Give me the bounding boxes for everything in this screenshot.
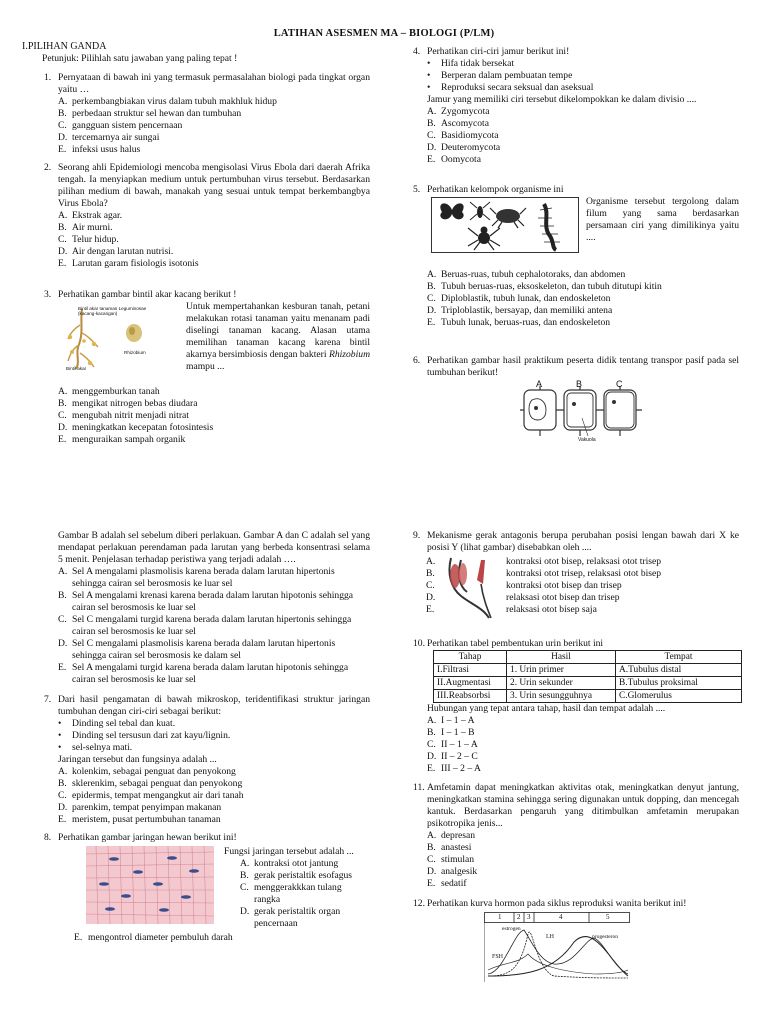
option-letter: C. <box>427 130 436 141</box>
option-item[interactable] <box>58 120 370 132</box>
options-list <box>58 386 370 446</box>
question-9 <box>413 530 739 554</box>
phase-label: 1 <box>498 913 502 921</box>
option-letter: A. <box>427 106 437 117</box>
bullet-icon: • <box>58 718 62 729</box>
option-text: Zygomycota <box>441 106 490 117</box>
table-row <box>434 690 742 703</box>
option-letter: E. <box>58 434 67 445</box>
option-item[interactable] <box>427 739 739 751</box>
option-letter: C. <box>427 739 436 750</box>
option-letter: D. <box>427 866 437 877</box>
option-item[interactable] <box>58 398 370 410</box>
option-text: II – 2 – C <box>441 751 478 762</box>
option-item[interactable] <box>427 830 739 842</box>
curve-label: FSH <box>492 954 504 960</box>
option-item[interactable] <box>240 870 370 882</box>
phase-label: 2 <box>517 913 521 921</box>
spider-icon <box>468 227 500 251</box>
option-text: Telur hidup. <box>72 234 119 245</box>
question-stem: Jaringan tersebut dan fungsinya adalah ... <box>58 754 217 765</box>
question-5-context: Organisme tersebut tergolong dalam filum yang sama berdasarkan persamaan ciri yang dimilikinya yaitu .... <box>586 196 739 243</box>
option-text[interactable]: relaksasi otot bisep saja <box>506 604 597 615</box>
plant-cells-image <box>516 378 646 444</box>
option-letter: B. <box>240 870 249 881</box>
option-text[interactable]: kontraksi otot bisep, relaksasi otot trisep <box>506 556 662 567</box>
option-letter: B. <box>58 108 67 119</box>
option-text: sedatif <box>441 878 467 889</box>
table-cell: III.Reabsorbsi <box>434 690 507 703</box>
question-11 <box>413 782 739 890</box>
option-item[interactable] <box>427 269 739 281</box>
option-letter: D. <box>427 305 437 316</box>
question-2 <box>44 162 370 270</box>
table-cell: A.Tubulus distal <box>616 664 742 677</box>
option-text: mengontrol diameter pembuluh darah <box>88 932 233 943</box>
option-text: anastesi <box>441 842 472 853</box>
table-header: Tahap <box>434 651 507 664</box>
option-text: parenkim, tempat penyimpan makanan <box>72 802 222 813</box>
option-text: mengikat nitrogen bebas diudara <box>72 398 198 409</box>
bullet-list <box>58 718 370 754</box>
option-text[interactable]: kontraksi otot trisep, relaksasi otot bisep <box>506 568 662 579</box>
option-item[interactable] <box>427 878 739 890</box>
question-number: 1. <box>44 72 52 83</box>
muscle-tissue-image <box>86 846 214 924</box>
option-text: infeksi usus halus <box>72 144 141 155</box>
question-number: 8. <box>44 832 52 843</box>
option-item[interactable] <box>58 222 370 234</box>
option-text: Tubuh lunak, beruas-ruas, dan endoskeleton <box>441 317 611 328</box>
option-item[interactable] <box>58 766 370 778</box>
option-letter: B. <box>427 118 436 129</box>
option-item[interactable] <box>58 96 370 108</box>
option-item[interactable] <box>58 422 370 434</box>
context-text: mampu ... <box>186 361 225 372</box>
phase-label: 5 <box>606 913 610 921</box>
bullet-text: sel-selnya mati. <box>72 742 133 753</box>
option-item[interactable] <box>427 727 739 739</box>
option-letter: D. <box>58 246 68 257</box>
question-text: Perhatikan gambar hasil praktikum peserta didik tentang transpor pasif pada sel tumbuhan berikut! <box>427 355 739 378</box>
table-header: Tempat <box>616 651 742 664</box>
option-item[interactable] <box>427 154 739 166</box>
option-letter: C. <box>58 120 67 131</box>
option-letter: A. <box>58 210 68 221</box>
option-letter: C. <box>58 234 67 245</box>
option-text: Tubuh beruas-ruas, eksoskeleton, dan tubuh ditutupi kitin <box>441 281 662 292</box>
question-stem: Hubungan yang tepat antara tahap, hasil dan tempat adalah .... <box>427 703 666 714</box>
table-cell: B.Tubulus proksimal <box>616 677 742 690</box>
option-letter: E. <box>427 317 436 328</box>
option-letter: D. <box>58 132 68 143</box>
option-text: menggerakkkan tulang rangka <box>254 882 342 905</box>
bullet-item <box>427 82 739 94</box>
option-item[interactable] <box>58 246 370 258</box>
question-number: 6. <box>413 355 421 366</box>
question-3-context <box>186 301 370 373</box>
table-cell: C.Glomerulus <box>616 690 742 703</box>
option-text: Sel C mengalami turgid karena berada dalam larutan hipertonis sehingga cairan sel berosmosis ke luar sel <box>72 614 352 637</box>
option-item[interactable] <box>427 293 739 305</box>
option-letter: C. <box>427 293 436 304</box>
option-letter[interactable]: E. <box>426 604 435 615</box>
image-caption: Rhizobium <box>124 350 146 355</box>
option-letter: A. <box>427 715 437 726</box>
bullet-icon: • <box>427 82 431 93</box>
urin-table <box>433 650 742 703</box>
option-letter: A. <box>58 766 68 777</box>
option-item[interactable] <box>58 132 370 144</box>
option-item[interactable] <box>58 790 370 802</box>
option-text: Ascomycota <box>441 118 489 129</box>
option-text: Air dengan larutan nutrisi. <box>72 246 174 257</box>
option-item[interactable] <box>58 108 370 120</box>
bullet-icon: • <box>427 70 431 81</box>
option-letter: E. <box>74 932 83 943</box>
question-text: Perhatikan gambar jaringan hewan berikut ini! <box>58 832 237 843</box>
option-text: stimulan <box>441 854 475 865</box>
bullet-item <box>58 718 370 730</box>
question-number: 11. <box>413 782 425 793</box>
option-item[interactable] <box>427 118 739 130</box>
table-row <box>434 677 742 690</box>
question-number: 7. <box>44 694 52 705</box>
section-heading: I.PILIHAN GANDA <box>22 41 107 52</box>
option-text: gerak peristaltik organ pencernaan <box>254 906 341 929</box>
option-letter: D. <box>58 638 68 649</box>
bullet-item <box>58 742 370 754</box>
option-text: Deuteromycota <box>441 142 501 153</box>
phase-label: 4 <box>559 913 563 921</box>
option-letter: D. <box>58 422 68 433</box>
page-title: LATIHAN ASESMEN MA – BIOLOGI (P/LM) <box>273 28 495 39</box>
option-item[interactable] <box>427 305 739 317</box>
option-item[interactable] <box>58 386 370 398</box>
option-item[interactable] <box>427 866 739 878</box>
option-text: sklerenkim, sebagai penguat dan penyokong <box>72 778 243 789</box>
hormone-curve-image <box>484 912 630 982</box>
question-number: 2. <box>44 162 52 173</box>
question-number: 9. <box>413 530 421 541</box>
option-text: tercemarnya air sungai <box>72 132 160 143</box>
table-cell: II.Augmentasi <box>434 677 507 690</box>
curve-label: estrogen <box>502 926 521 932</box>
question-10-options <box>413 703 739 775</box>
options-list <box>427 715 739 775</box>
option-letter: C. <box>58 614 67 625</box>
option-text: analgesik <box>441 866 478 877</box>
context-text: Untuk mempertahankan kesburan tanah, petani melakukan rotasi tanaman yaitu menanam padi diselingi tanaman kacang. Alasan utama memilihan tanaman kacang karena bintil akarnya bersimbiosis dengan bakteri <box>186 301 370 360</box>
option-letter: E. <box>427 154 436 165</box>
option-letter: B. <box>427 281 436 292</box>
cell-label-a: A <box>536 379 543 389</box>
option-letter: A. <box>427 830 437 841</box>
option-letter: B. <box>58 590 67 601</box>
option-item[interactable] <box>58 434 370 446</box>
question-text: Pernyataan di bawah ini yang termasuk permasalahan biologi pada tingkat organ yaitu … <box>58 72 370 95</box>
image-caption: Bintil akar <box>66 366 87 371</box>
question-3 <box>44 289 370 301</box>
option-letter[interactable]: D. <box>426 592 436 603</box>
option-item[interactable] <box>427 842 739 854</box>
options-letters <box>426 556 506 616</box>
option-item[interactable] <box>58 410 370 422</box>
question-12 <box>413 898 739 910</box>
table-cell: 3. Urin sesungguhnya <box>507 690 616 703</box>
table-cell: I.Filtrasi <box>434 664 507 677</box>
question-5 <box>413 184 739 196</box>
option-letter: B. <box>427 842 436 853</box>
option-letter: A. <box>240 858 250 869</box>
option-text: menggemburkan tanah <box>72 386 160 397</box>
option-item[interactable] <box>427 106 739 118</box>
curve-label: progesteron <box>592 934 618 940</box>
option-letter: E. <box>427 763 436 774</box>
table-header: Hasil <box>507 651 616 664</box>
option-text: menguraikan sampah organik <box>72 434 186 445</box>
option-letter: C. <box>58 410 67 421</box>
option-item[interactable] <box>240 882 370 906</box>
options-list <box>427 830 739 890</box>
image-caption: Bintil akar tanaman Leguminosae (kacang-kacangan) <box>78 306 147 316</box>
option-text: Air murni. <box>72 222 113 233</box>
option-text: gangguan sistem pencernaan <box>72 120 183 131</box>
bullet-item <box>58 730 370 742</box>
vakuola-label: Vakuola <box>578 437 596 443</box>
instruction: Petunjuk: Pilihlah satu jawaban yang paling tepat ! <box>42 53 238 64</box>
option-item[interactable] <box>427 130 739 142</box>
option-letter: B. <box>58 398 67 409</box>
crab-icon <box>490 208 526 228</box>
question-text: Perhatikan tabel pembentukan urin berikut ini <box>427 638 604 649</box>
option-letter: B. <box>58 222 67 233</box>
option-letter: D. <box>240 906 250 917</box>
option-text[interactable]: kontraksi otot bisep dan trisep <box>506 580 622 591</box>
option-item[interactable] <box>58 814 370 826</box>
bullet-text: Hifa tidak bersekat <box>441 58 514 69</box>
question-4 <box>413 46 739 166</box>
cell-label-c: C <box>616 379 623 389</box>
options-texts <box>506 556 739 616</box>
option-item[interactable] <box>58 802 370 814</box>
option-text: Sel A mengalami krenasi karena berada dalam larutan hipotonis sehingga cairan sel berosmosis ke luar sel <box>72 590 354 613</box>
question-text: Perhatikan kelompok organisme ini <box>427 184 564 195</box>
centipede-icon <box>538 204 560 250</box>
butterfly-icon <box>440 203 463 219</box>
option-item[interactable] <box>427 854 739 866</box>
cell-label-b: B <box>576 379 583 389</box>
option-text: Oomycota <box>441 154 481 165</box>
phase-label: 3 <box>527 913 531 921</box>
option-text: kolenkim, sebagai penguat dan penyokong <box>72 766 236 777</box>
table-cell: 1. Urin primer <box>507 664 616 677</box>
bullet-text: Dinding sel tebal dan kuat. <box>72 718 176 729</box>
option-letter: B. <box>58 778 67 789</box>
question-stem: Jamur yang memiliki ciri tersebut dikelompokkan ke dalam divisio .... <box>427 94 697 105</box>
option-text: Sel C mengalami plasmolisis karena berada dalam larutan hipertonis sehingga cairan sel berosmosis ke dalam sel <box>72 638 336 661</box>
option-text: II – 1 – A <box>441 739 478 750</box>
option-item[interactable] <box>58 590 370 614</box>
bullet-list <box>427 58 739 94</box>
bullet-item <box>427 58 739 70</box>
question-stem: Fungsi jaringan tersebut adalah ... <box>224 846 354 857</box>
question-number: 10. <box>413 638 425 649</box>
option-letter[interactable]: C. <box>426 580 435 591</box>
option-letter: C. <box>240 882 249 893</box>
table-cell: 2. Urin sekunder <box>507 677 616 690</box>
option-text: meningkatkan kecepatan fotosintesis <box>72 422 214 433</box>
option-item[interactable] <box>427 751 739 763</box>
question-6 <box>413 355 739 379</box>
option-text: Ekstrak agar. <box>72 210 123 221</box>
bullet-text: Dinding sel tersusun dari zat kayu/lignin. <box>72 730 231 741</box>
option-letter: D. <box>427 751 437 762</box>
option-letter: E. <box>58 258 67 269</box>
option-item[interactable] <box>58 638 370 662</box>
option-letter: C. <box>427 854 436 865</box>
option-text: epidermis, tempat mengangkut air dari tanah <box>72 790 244 801</box>
option-letter: D. <box>58 802 68 813</box>
question-5-options <box>413 269 739 329</box>
option-item[interactable] <box>58 210 370 222</box>
question-1 <box>44 72 370 156</box>
option-text: perbedaan struktur sel hewan dan tumbuhan <box>72 108 242 119</box>
option-text: Larutan garam fisiologis isotonis <box>72 258 199 269</box>
option-text: kontraksi otot jantung <box>254 858 339 869</box>
options-list <box>427 106 739 166</box>
option-item[interactable] <box>427 715 739 727</box>
question-8-options <box>224 846 370 930</box>
option-letter: E. <box>58 662 67 673</box>
option-item[interactable] <box>58 234 370 246</box>
option-text: perkembangbiakan virus dalam tubuh makhluk hidup <box>72 96 277 107</box>
option-text: I – 1 – B <box>441 727 475 738</box>
option-item[interactable] <box>427 142 739 154</box>
options-list <box>58 766 370 826</box>
question-text: Amfetamin dapat meningkatkan aktivitas otak, meningkatkan denyut jantung, meningkatkan stamina sehingga sering digunakan untuk dopping, dan mencegah kantuk. Berdasarkan pengaruh yang ditimbulkan amfetamin merupakan psikotropika jenis... <box>427 782 739 829</box>
question-number: 4. <box>413 46 421 57</box>
question-number: 3. <box>44 289 52 300</box>
question-text: Perhatikan gambar bintil akar kacang berikut ! <box>58 289 237 300</box>
table-row <box>434 664 742 677</box>
option-letter[interactable]: A. <box>426 556 436 567</box>
bullet-icon: • <box>427 58 431 69</box>
option-letter: A. <box>58 96 68 107</box>
question-3-options <box>44 386 370 446</box>
option-letter: A. <box>58 386 68 397</box>
option-letter: E. <box>58 144 67 155</box>
question-6-continued <box>44 530 370 686</box>
question-8 <box>44 832 370 844</box>
option-item[interactable] <box>240 858 370 870</box>
option-item[interactable] <box>427 317 739 329</box>
options-list <box>58 96 370 156</box>
question-text: Perhatikan kurva hormon pada siklus reproduksi wanita berikut ini! <box>427 898 687 909</box>
question-10 <box>413 638 739 650</box>
option-letter: E. <box>427 878 436 889</box>
option-item[interactable] <box>58 258 370 270</box>
question-text: Mekanisme gerak antagonis berupa perubahan posisi lengan bawah dari X ke posisi Y (lihat gambar) disebabkan oleh .... <box>427 530 739 553</box>
option-letter: C. <box>58 790 67 801</box>
option-item[interactable] <box>58 778 370 790</box>
context-italic: Rhizobium <box>328 349 370 360</box>
option-item[interactable] <box>240 906 370 930</box>
option-text: Triploblastik, bersayap, dan memiliki antena <box>441 305 613 316</box>
question-text: Dari hasil pengamatan di bawah mikroskop, teridentifikasi struktur jaringan tumbuhan dengan ciri-ciri sebagai berikut: <box>58 694 370 717</box>
options-list <box>58 210 370 270</box>
curve-label: LH <box>546 934 554 940</box>
bullet-icon: • <box>58 742 62 753</box>
question-7 <box>44 694 370 826</box>
option-text: I – 1 – A <box>441 715 475 726</box>
option-letter: D. <box>427 142 437 153</box>
option-letter[interactable]: B. <box>426 568 435 579</box>
option-text: Basidiomycota <box>441 130 499 141</box>
organisms-image <box>431 197 579 253</box>
bullet-icon: • <box>58 730 62 741</box>
option-text: III – 2 – A <box>441 763 481 774</box>
option-item[interactable] <box>58 614 370 638</box>
question-number: 5. <box>413 184 421 195</box>
bullet-item <box>427 70 739 82</box>
question-text: Perhatikan ciri-ciri jamur berikut ini! <box>427 46 570 57</box>
option-text: Diploblastik, tubuh lunak, dan endoskeleton <box>441 293 611 304</box>
options-list <box>58 566 370 686</box>
option-item[interactable] <box>58 662 370 686</box>
root-nodule-image <box>64 303 154 373</box>
option-letter: E. <box>58 814 67 825</box>
options-list <box>240 858 370 930</box>
question-number: 12. <box>413 898 425 909</box>
bullet-text: Berperan dalam pembuatan tempe <box>441 70 573 81</box>
option-text: depresan <box>441 830 476 841</box>
options-list <box>427 269 739 329</box>
option-item[interactable] <box>427 281 739 293</box>
question-text: Seorang ahli Epidemiologi mencoba mengisolasi Virus Ebola dari daerah Afrika tengah. Ia menyiapkan medium untuk pertumbuhan virus tersebut. Berdasarkan pilihan medium di bawah, manakah yang sesuai untuk tempat berkembangbya Virus Ebola? <box>58 162 370 209</box>
option-text: Sel A mengalami turgid karena berada dalam larutan hipotonis sehingga cairan sel berosmosis ke luar sel <box>72 662 349 685</box>
option-item[interactable] <box>58 566 370 590</box>
option-item[interactable] <box>427 763 739 775</box>
option-e[interactable] <box>74 932 233 944</box>
option-letter: A. <box>58 566 68 577</box>
option-text: gerak peristaltik esofagus <box>254 870 353 881</box>
bullet-text: Reproduksi secara seksual dan aseksual <box>441 82 594 93</box>
option-text: mengubah nitrit menjadi nitrat <box>72 410 189 421</box>
option-letter: A. <box>427 269 437 280</box>
option-letter: B. <box>427 727 436 738</box>
question-text: Gambar B adalah sel sebelum diberi perlakuan. Gambar A dan C adalah sel yang mendapat perlakuan perendaman pada larutan yang berbeda konsentrasi selama 5 menit. Penjelasan terhadap peristiwa yang terjadi adalah …. <box>58 530 370 565</box>
option-text: Sel A mengalami plasmolisis karena berada dalam larutan hipertonis sehingga cairan sel berosmosis ke luar sel <box>72 566 335 589</box>
option-text: meristem, pusat pertumbuhan tanaman <box>72 814 221 825</box>
option-text[interactable]: relaksasi otot bisep dan trisep <box>506 592 620 603</box>
option-text: Beruas-ruas, tubuh cephalotoraks, dan abdomen <box>441 269 626 280</box>
option-item[interactable] <box>58 144 370 156</box>
